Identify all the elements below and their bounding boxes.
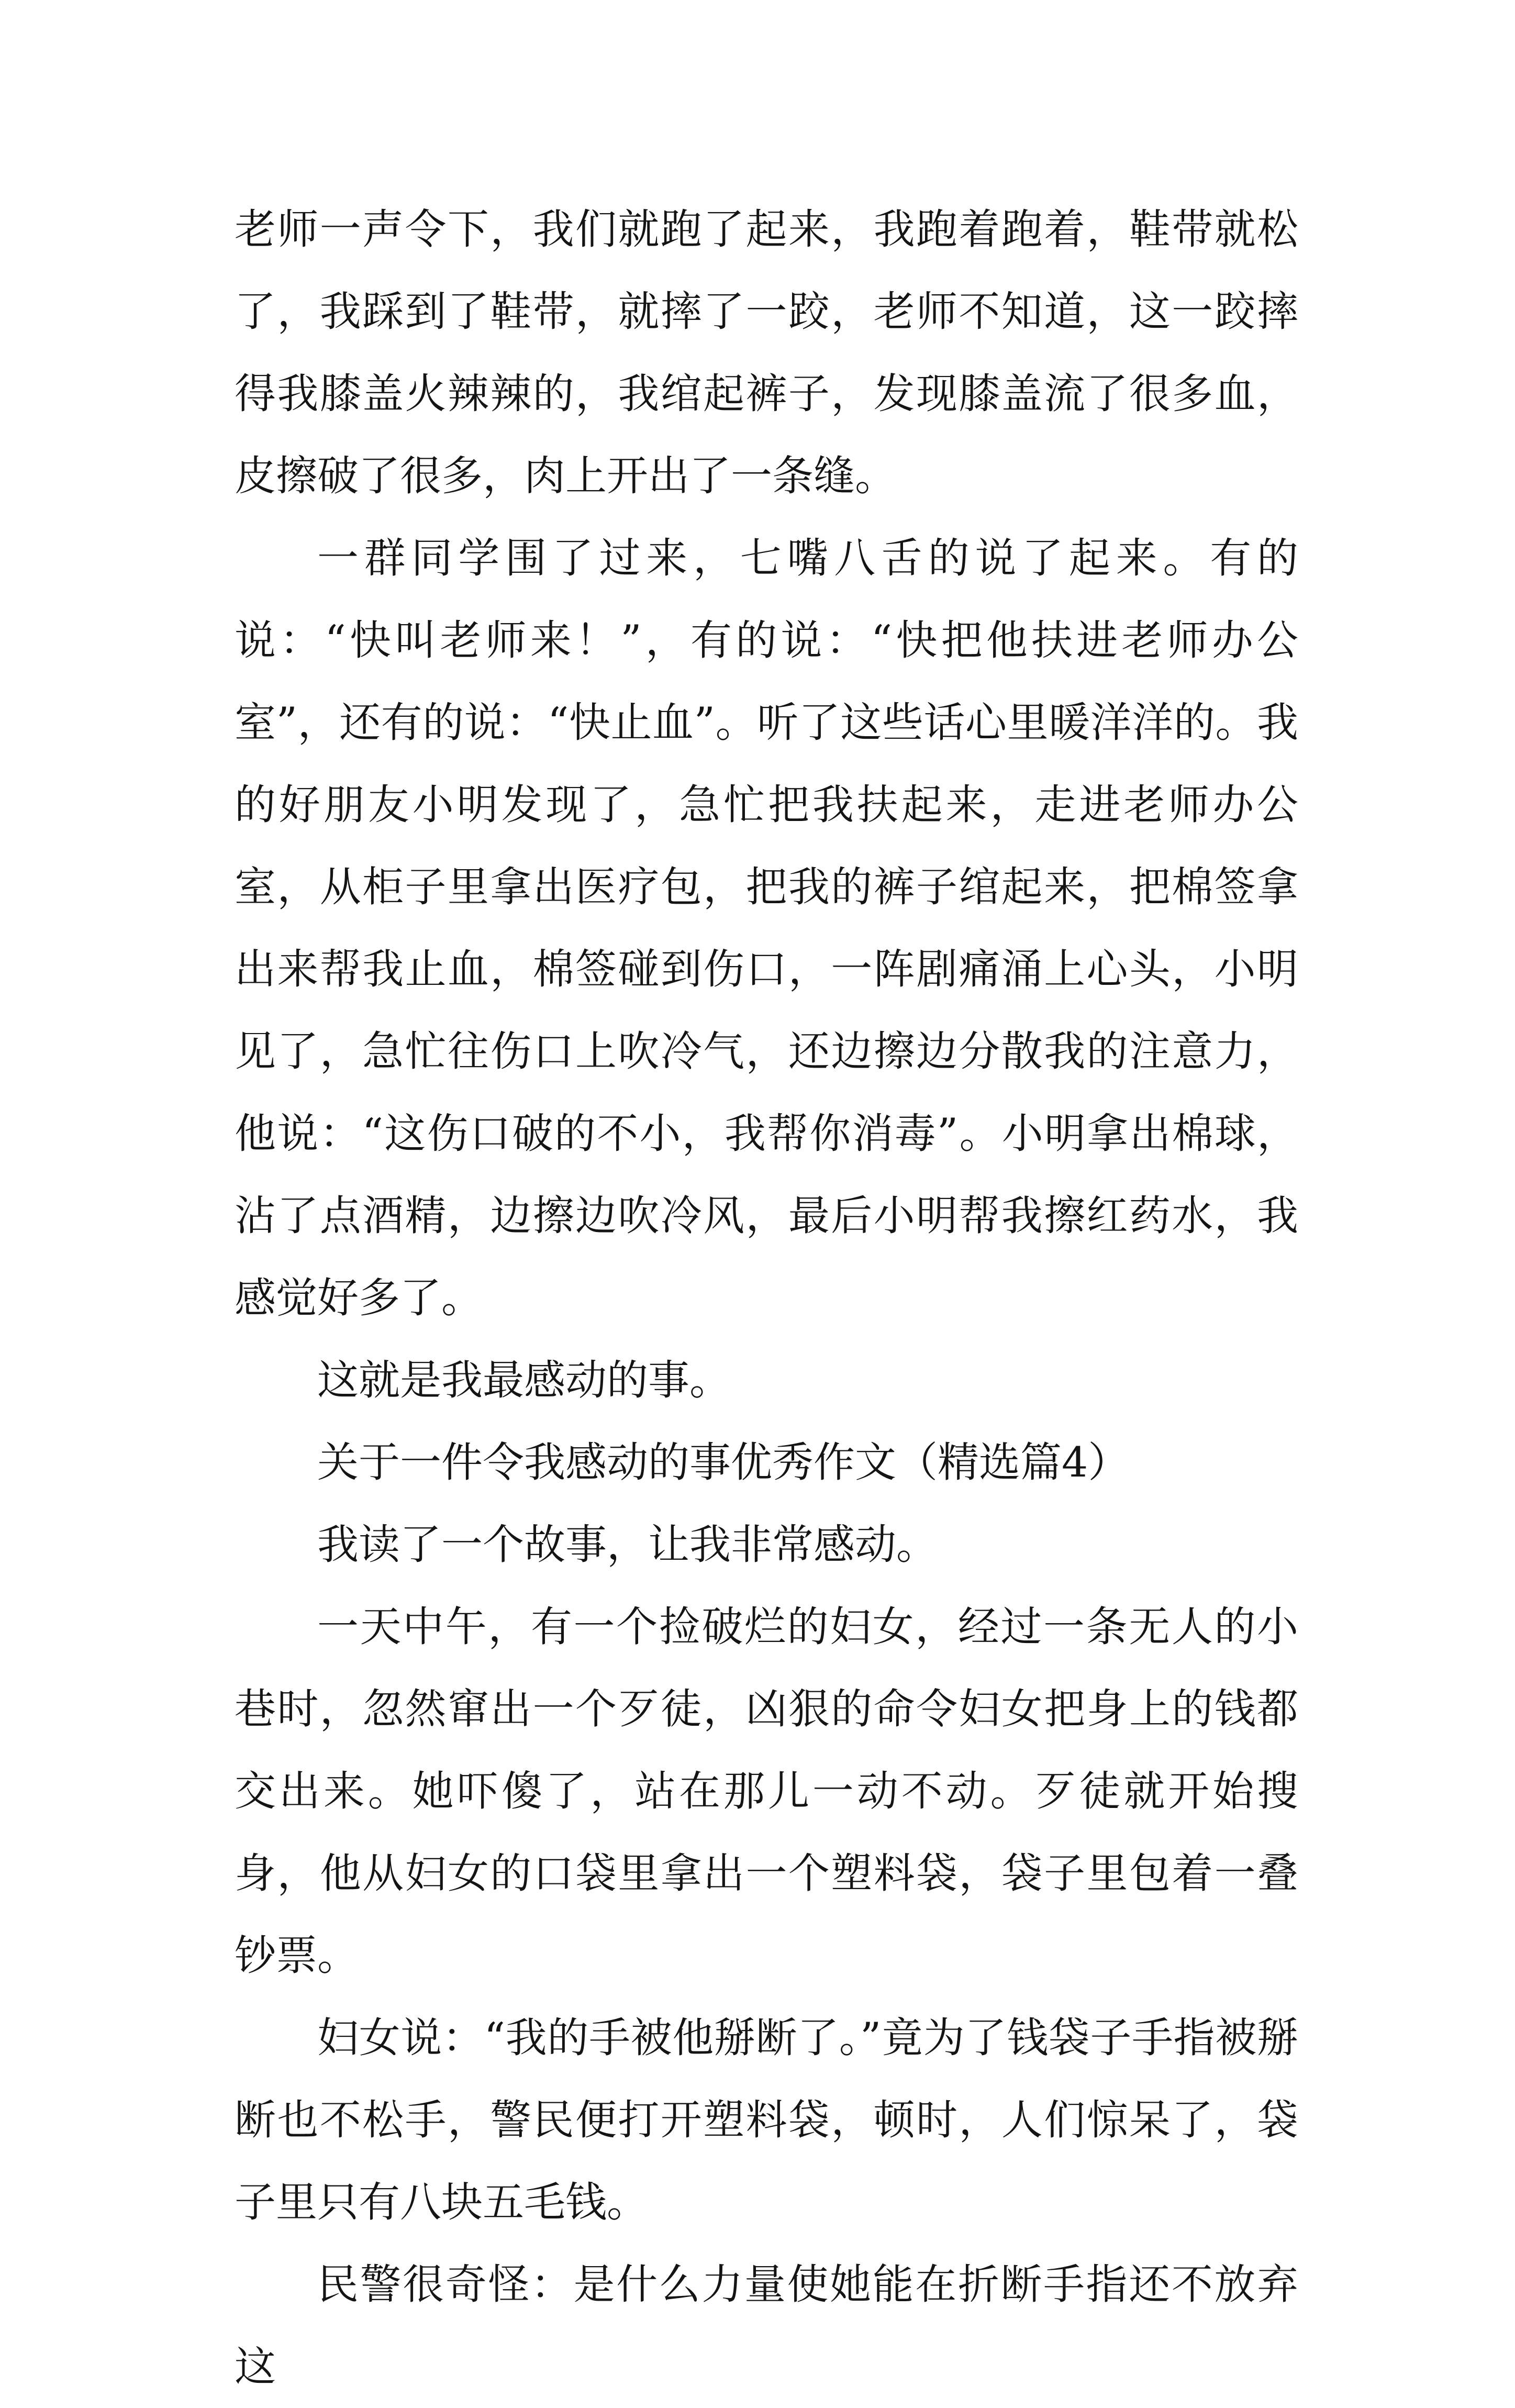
section-heading: 关于一件令我感动的事优秀作文（精选篇4）	[317, 1438, 1130, 1486]
paragraph-7: 民警很奇怪：是什么力量使她能在折断手指还不放弃这	[235, 2260, 1298, 2391]
paragraph-1: 老师一声令下，我们就跑了起来，我跑着跑着，鞋带就松了，我踩到了鞋带，就摔了一跤，老师不知道，这一跤摔得我膝盖火辣辣的，我绾起裤子，发现膝盖流了很多血，皮擦破了很多，肉上开出了一条缝。	[235, 205, 1298, 500]
paragraph-4: 我读了一个故事，让我非常感动。	[317, 1521, 938, 1569]
document-body	[235, 188, 1298, 2408]
paragraph-2: 一群同学围了过来，七嘴八舌的说了起来。有的说：“快叫老师来！”，有的说：“快把他扶进老师办公室”，还有的说：“快止血”。听了这些话心里暖洋洋的。我的好朋友小明发现了，急忙把我扶起来，走进老师办公室，从柜子里拿出医疗包，把我的裤子绾起来，把棉签拿出来帮我止血，棉签碰到伤口，一阵剧痛涌上心头，小明见了，急忙往伤口上吹冷气，还边擦边分散我的注意力，他说：“这伤口破的不小，我帮你消毒”。小明拿出棉球，沾了点酒精，边擦边吹冷风，最后小明帮我擦红药水，我感觉好多了。	[235, 534, 1298, 1322]
paragraph-5: 一天中午，有一个捡破烂的妇女，经过一条无人的小巷时，忽然窜出一个歹徒，凶狠的命令妇女把身上的钱都交出来。她吓傻了，站在那儿一动不动。歹徒就开始搜身，他从妇女的口袋里拿出一个塑料袋，袋子里包着一叠钞票。	[235, 1603, 1298, 1980]
paragraph-3: 这就是我最感动的事。	[317, 1356, 731, 1404]
paragraph-6: 妇女说：“我的手被他掰断了。”竟为了钱袋子手指被掰断也不松手，警民便打开塑料袋，顿时，人们惊呆了，袋子里只有八块五毛钱。	[235, 2014, 1298, 2226]
